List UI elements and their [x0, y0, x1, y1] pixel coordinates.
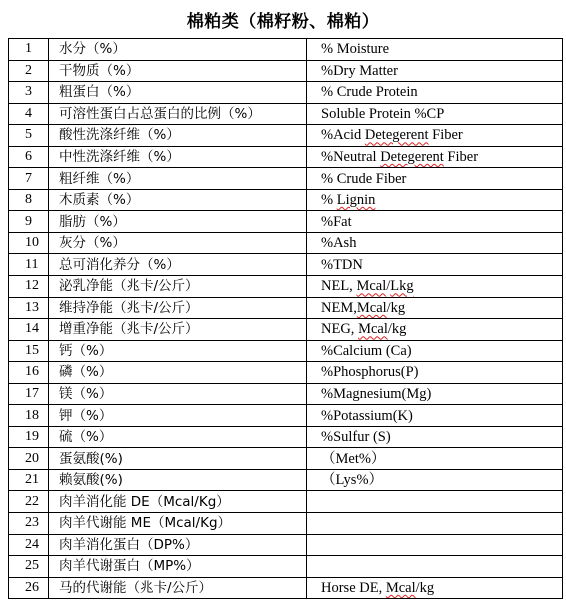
chinese-label: 肉羊代谢能 ME（Mcal/Kg）	[49, 513, 307, 535]
english-label: NEL, Mcal/Lkg	[307, 276, 563, 298]
chinese-label: 蛋氨酸(%)	[49, 448, 307, 470]
english-label: %Phosphorus(P)	[307, 362, 563, 384]
chinese-label: 镁（%）	[49, 383, 307, 405]
row-number: 18	[9, 405, 49, 427]
table-row	[9, 297, 563, 319]
english-label: %Calcium (Ca)	[307, 340, 563, 362]
table-row	[9, 211, 563, 233]
chinese-label: 磷（%）	[49, 362, 307, 384]
table-row	[9, 491, 563, 513]
row-number: 4	[9, 103, 49, 125]
table-row	[9, 39, 563, 61]
english-label	[307, 534, 563, 556]
table-row	[9, 340, 563, 362]
english-label	[307, 491, 563, 513]
row-number: 21	[9, 469, 49, 491]
chinese-label: 粗纤维（%）	[49, 168, 307, 190]
english-label: % Crude Protein	[307, 82, 563, 104]
table-row	[9, 319, 563, 341]
table-row	[9, 513, 563, 535]
english-label: %Dry Matter	[307, 60, 563, 82]
row-number: 11	[9, 254, 49, 276]
english-label: （Lys%）	[307, 469, 563, 491]
table-row	[9, 189, 563, 211]
chinese-label: 中性洗涤纤维（%）	[49, 146, 307, 168]
chinese-label: 钾（%）	[49, 405, 307, 427]
chinese-label: 总可消化养分（%）	[49, 254, 307, 276]
table-row	[9, 254, 563, 276]
english-label: NEM,Mcal/kg	[307, 297, 563, 319]
row-number: 26	[9, 577, 49, 599]
chinese-label: 硫（%）	[49, 426, 307, 448]
table-row	[9, 534, 563, 556]
table-row	[9, 362, 563, 384]
row-number: 22	[9, 491, 49, 513]
table-row	[9, 448, 563, 470]
row-number: 2	[9, 60, 49, 82]
table-row	[9, 276, 563, 298]
chinese-label: 肉羊代谢蛋白（MP%）	[49, 556, 307, 578]
chinese-label: 钙（%）	[49, 340, 307, 362]
chinese-label: 赖氨酸(%)	[49, 469, 307, 491]
nutrient-table	[8, 38, 563, 599]
chinese-label: 水分（%）	[49, 39, 307, 61]
row-number: 6	[9, 146, 49, 168]
table-row	[9, 556, 563, 578]
english-label: Soluble Protein %CP	[307, 103, 563, 125]
english-label: %TDN	[307, 254, 563, 276]
english-label: NEG, Mcal/kg	[307, 319, 563, 341]
english-label: %Sulfur (S)	[307, 426, 563, 448]
english-label	[307, 556, 563, 578]
table-row	[9, 125, 563, 147]
chinese-label: 肉羊消化能 DE（Mcal/Kg）	[49, 491, 307, 513]
row-number: 19	[9, 426, 49, 448]
table-row	[9, 232, 563, 254]
english-label: %Magnesium(Mg)	[307, 383, 563, 405]
chinese-label: 干物质（%）	[49, 60, 307, 82]
row-number: 24	[9, 534, 49, 556]
chinese-label: 酸性洗涤纤维（%）	[49, 125, 307, 147]
chinese-label: 肉羊消化蛋白（DP%）	[49, 534, 307, 556]
chinese-label: 增重净能（兆卡/公斤）	[49, 319, 307, 341]
row-number: 5	[9, 125, 49, 147]
row-number: 25	[9, 556, 49, 578]
english-label: %Acid Detegerent Fiber	[307, 125, 563, 147]
chinese-label: 木质素（%）	[49, 189, 307, 211]
table-row	[9, 146, 563, 168]
row-number: 7	[9, 168, 49, 190]
table-row	[9, 469, 563, 491]
row-number: 15	[9, 340, 49, 362]
nutrient-table-body	[9, 39, 563, 599]
english-label: % Lignin	[307, 189, 563, 211]
table-row	[9, 426, 563, 448]
row-number: 9	[9, 211, 49, 233]
english-label: %Ash	[307, 232, 563, 254]
table-row	[9, 60, 563, 82]
row-number: 1	[9, 39, 49, 61]
english-label: % Crude Fiber	[307, 168, 563, 190]
table-row	[9, 82, 563, 104]
chinese-label: 灰分（%）	[49, 232, 307, 254]
page-title: 棉粕类（棉籽粉、棉粕）	[186, 12, 380, 32]
row-number: 14	[9, 319, 49, 341]
chinese-label: 可溶性蛋白占总蛋白的比例（%）	[49, 103, 307, 125]
row-number: 16	[9, 362, 49, 384]
english-label: % Moisture	[307, 39, 563, 61]
row-number: 12	[9, 276, 49, 298]
row-number: 20	[9, 448, 49, 470]
table-row	[9, 168, 563, 190]
english-label: %Neutral Detegerent Fiber	[307, 146, 563, 168]
chinese-label: 泌乳净能（兆卡/公斤）	[49, 276, 307, 298]
table-row	[9, 103, 563, 125]
row-number: 8	[9, 189, 49, 211]
row-number: 3	[9, 82, 49, 104]
row-number: 13	[9, 297, 49, 319]
chinese-label: 脂肪（%）	[49, 211, 307, 233]
table-row	[9, 383, 563, 405]
row-number: 23	[9, 513, 49, 535]
english-label: %Potassium(K)	[307, 405, 563, 427]
english-label: Horse DE, Mcal/kg	[307, 577, 563, 599]
chinese-label: 维持净能（兆卡/公斤）	[49, 297, 307, 319]
row-number: 10	[9, 232, 49, 254]
english-label	[307, 513, 563, 535]
english-label: （Met%）	[307, 448, 563, 470]
chinese-label: 粗蛋白（%）	[49, 82, 307, 104]
row-number: 17	[9, 383, 49, 405]
table-row	[9, 577, 563, 599]
chinese-label: 马的代谢能（兆卡/公斤）	[49, 577, 307, 599]
table-row	[9, 405, 563, 427]
english-label: %Fat	[307, 211, 563, 233]
